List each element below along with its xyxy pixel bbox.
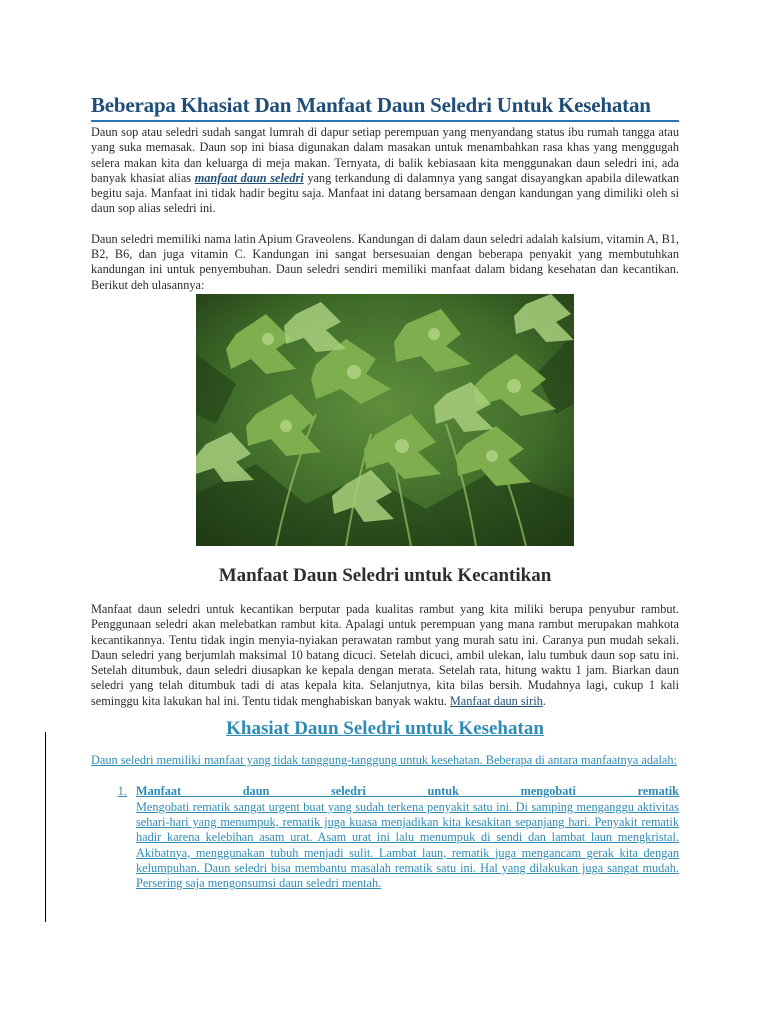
document-page	[91, 92, 679, 891]
celery-photo	[196, 294, 574, 546]
health-section-heading: Khasiat Daun Seledri untuk Kesehatan	[226, 718, 544, 740]
list-item-number: 1.	[117, 784, 127, 799]
list-item	[91, 784, 679, 891]
beauty-end: .	[542, 693, 546, 708]
beauty-section-heading: Manfaat Daun Seledri untuk Kecantikan	[218, 564, 552, 586]
beauty-paragraph	[91, 602, 679, 709]
intro-text-before: Daun sop atau seledri sudah sangat lumrah di dapur setiap perempuan yang menyandang status ibu rumah tangga atau yang suka memasak. Daun sop ini biasa digunakan dalam masakan untuk menambahkan rasa khas yang menggugah selera makan kita dan keluarga di meja makan. Ternyata, di balik kebiasaan kita menggunakan daun seledri ini, ada banyak khasiat alias	[91, 125, 679, 185]
intro-text-after: yang terkandung di dalamnya yang sangat disayangkan apabila dilewatkan begitu saja. Manfaat ini tidak hadir begitu saja. Manfaat ini datang bersamaan dengan kandungan yang dimiliki oleh si daun sop alias seledri ini.	[91, 170, 679, 216]
manfaat-daun-sirih-link[interactable]: Manfaat daun sirih	[449, 693, 543, 708]
beauty-text: Manfaat daun seledri untuk kecantikan berputar pada kualitas rambut yang kita miliki berupa penyubur rambut. Penggunaan seledri akan melebatkan rambut kita. Apalagi untuk perempuan yang mana rambut merupakan mahkota kecantikannya. Tentu tidak ingin menyia-nyiakan perawatan rambut yang murah satu ini. Caranya pun mudah sekali. Daun seledri yang berjumlah maksimal 10 batang dicuci. Setelah dicuci, ambil ulekan, lalu tumbuk daun sop satu ini. Setelah ditumbuk, daun seledri diusapkan ke kepala dengan merata. Setelah rata, hitung waktu 1 jam. Biarkan daun seledri yang telah ditumbuk tadi di atas kepala kita. Selanjutnya, kita bilas bersih. Mudahnya lagi, cukup 1 kali seminggu kita lakukan hal ini. Tentu tidak menghabiskan banyak waktu.	[91, 601, 679, 708]
margin-change-bar	[45, 732, 46, 922]
health-intro-paragraph: Daun seledri memiliki manfaat yang tidak tanggung-tanggung untuk kesehatan. Beberapa di antara manfaatnya adalah:	[91, 753, 677, 768]
intro-paragraph	[91, 125, 679, 217]
nutrition-paragraph: Daun seledri memiliki nama latin Apium Graveolens. Kandungan di dalam daun seledri adalah kalsium, vitamin A, B1, B2, B6, dan juga vitamin C. Kandungan ini sangat bersesuaian dengan beberapa penyakit yang membutuhkan kandungan ini untuk penyembuhan. Daun seledri sendiri memiliki manfaat dalam bidang kesehatan dan kecantikan. Berikut deh ulasannya:	[91, 231, 679, 292]
list-item-heading: Manfaat daun seledri untuk mengobati rematik	[136, 784, 679, 799]
manfaat-daun-seledri-link[interactable]: manfaat daun seledri	[194, 170, 304, 185]
title-underline	[91, 120, 679, 122]
list-item-text: Mengobati rematik sangat urgent buat yang sudah terkena penyakit satu ini. Di samping menganggu aktivitas sehari-hari yang menumpuk, rematik juga kuasa menjadikan kita kesakitan sepanjang hari. Penyakit rematik hadir karena kelebihan asam urat. Asam urat ini lalu menumpuk di sendi dan lambat laun mengkristal. Akibatnya, menggunakan tubuh menjadi sulit. Lambat laun, rematik juga mengancam gerak kita dengan kelumpuhan. Daun seledri bisa membantu masalah rematik satu ini. Hal yang dilakukan juga sangat mudah. Persering saja mengonsumsi daun seledri mentah.	[136, 799, 679, 891]
health-benefits-list	[91, 784, 679, 891]
article-title: Beberapa Khasiat Dan Manfaat Daun Seledri Untuk Kesehatan	[91, 93, 651, 117]
